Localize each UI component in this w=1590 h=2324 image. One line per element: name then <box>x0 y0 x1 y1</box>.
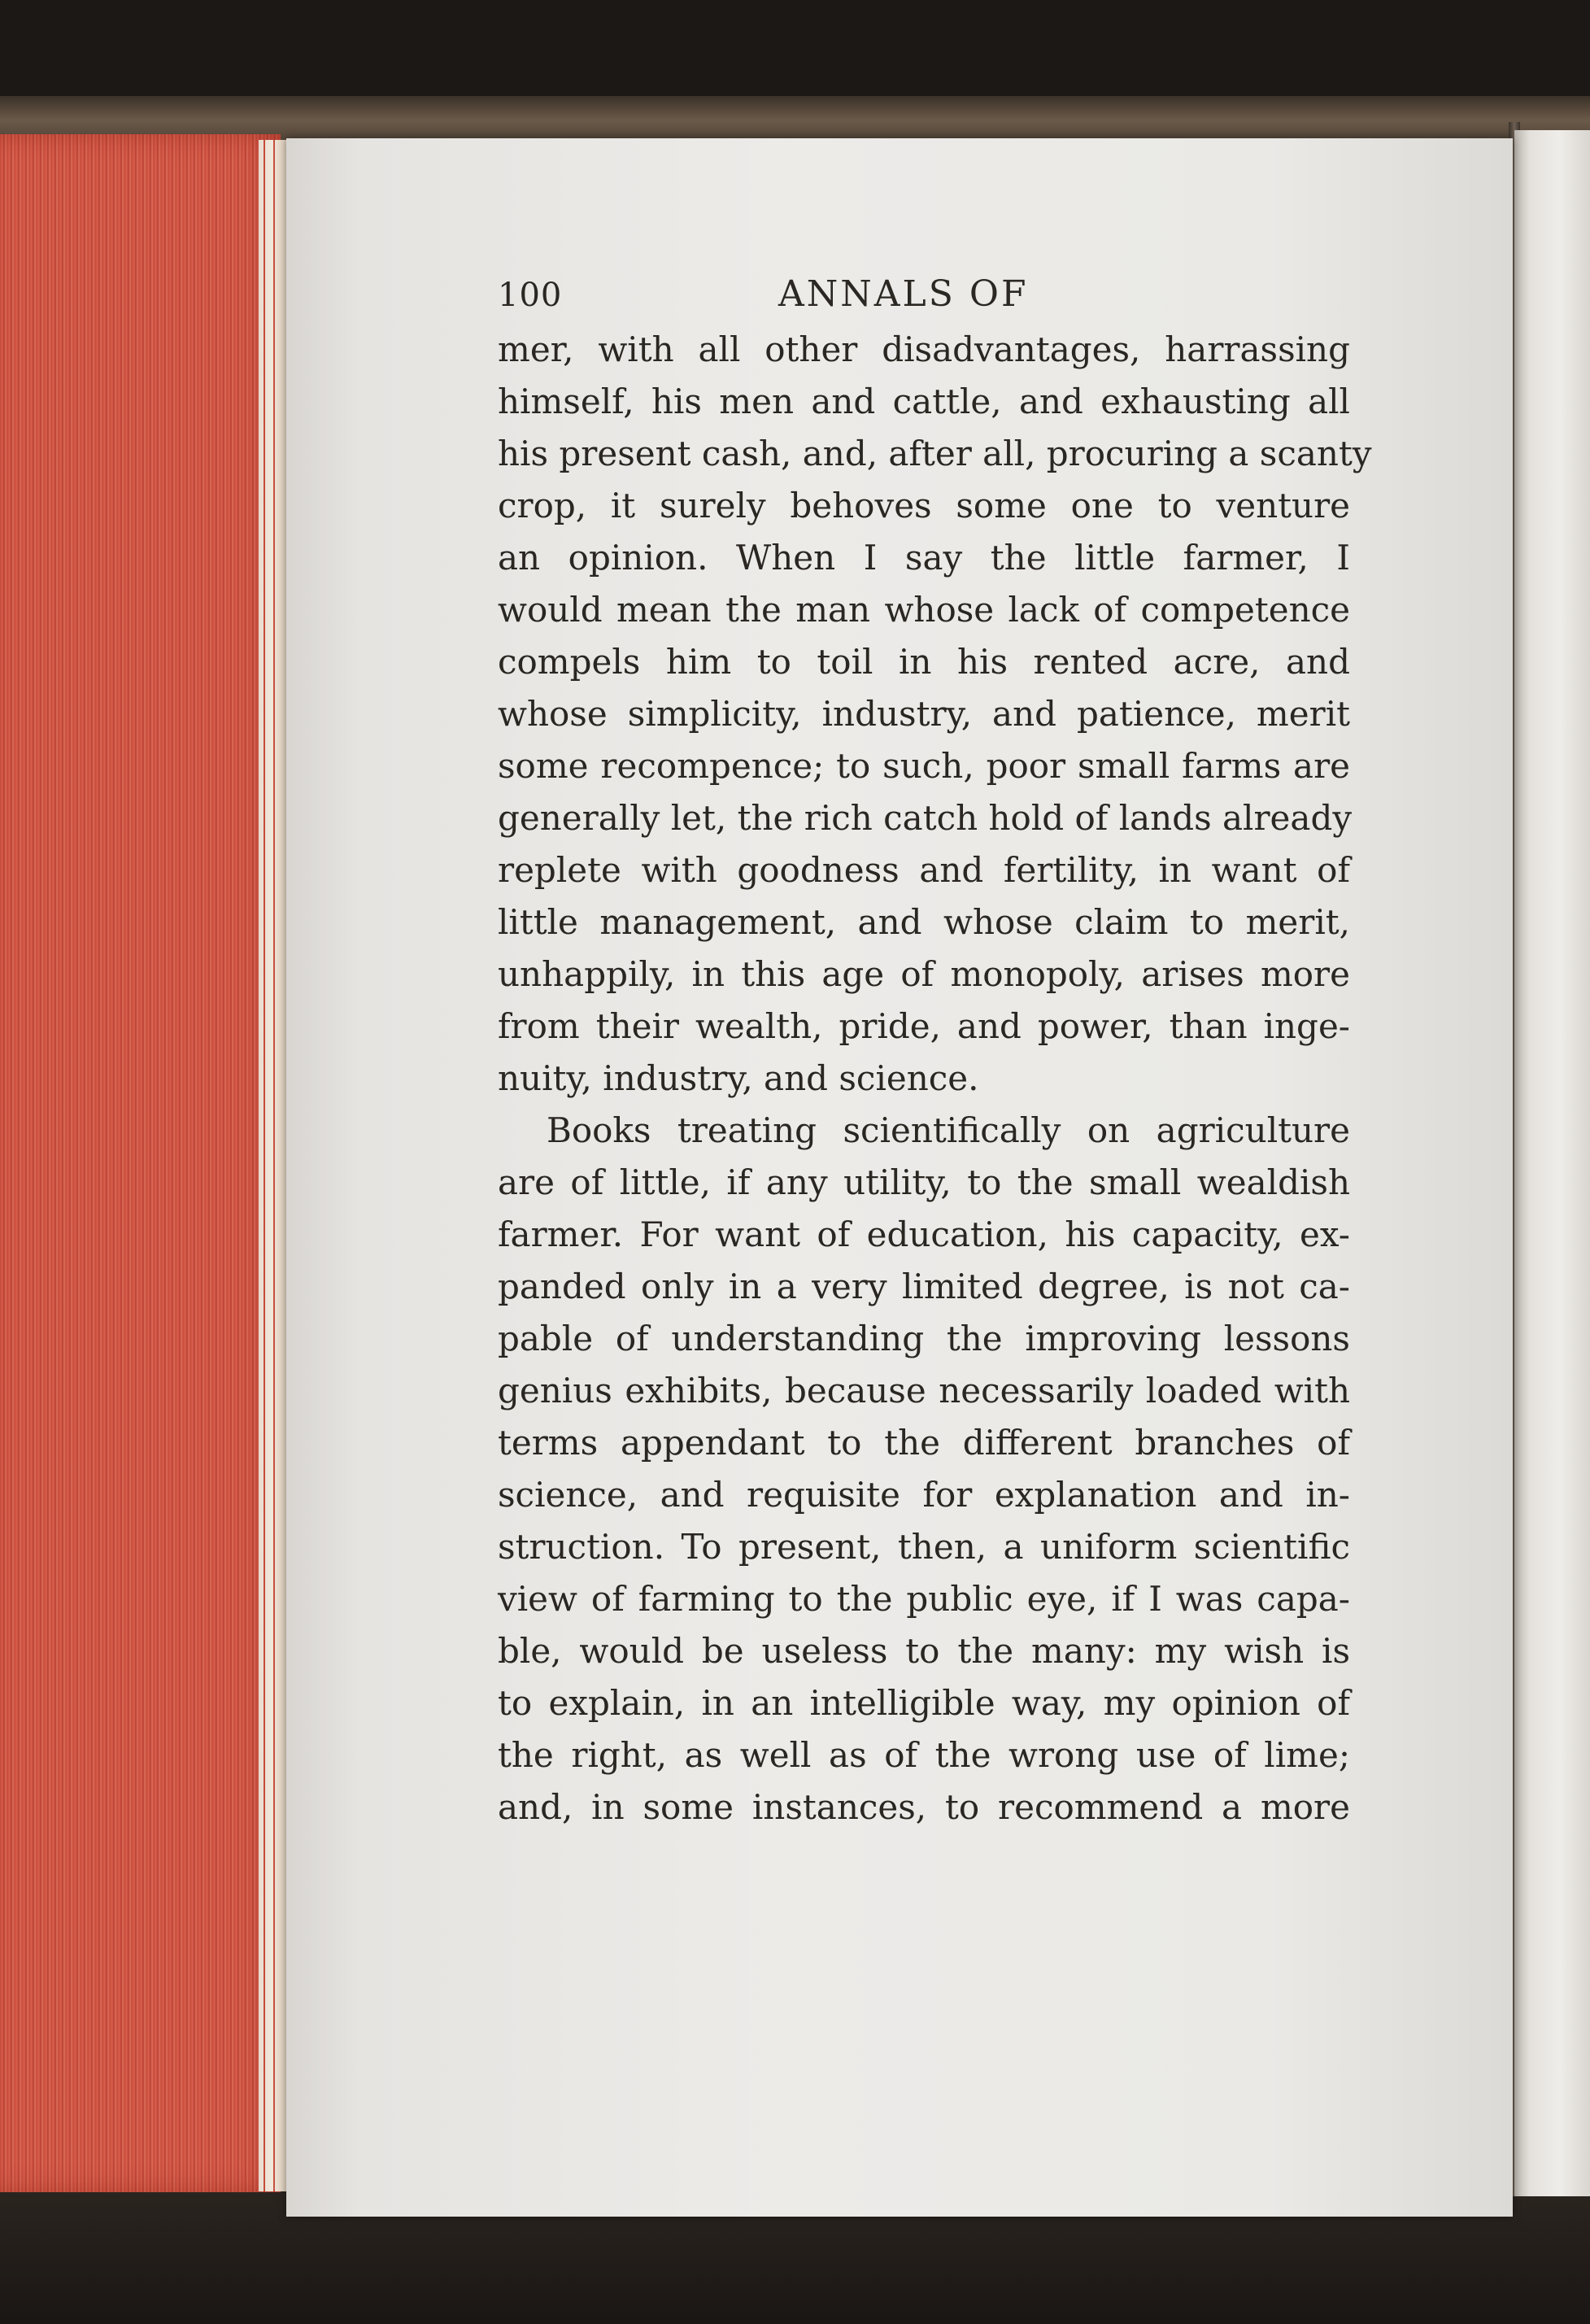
text-line: farmer. For want of education, his capacity, ex- <box>498 1214 1350 1254</box>
text-line: and, in some instances, to recommend a more <box>498 1787 1350 1827</box>
text-line: nuity, industry, and science. <box>498 1058 979 1098</box>
text-line: his present cash, and, after all, procuring a scanty <box>498 434 1372 473</box>
text-line: to explain, in an intelligible way, my opinion of <box>498 1683 1350 1723</box>
text-line: replete with goodness and fertility, in want of <box>498 850 1350 890</box>
page-number: 100 <box>498 277 563 314</box>
text-line: the right, as well as of the wrong use of lime; <box>498 1735 1350 1775</box>
text-line: crop, it surely behoves some one to venture <box>498 486 1350 525</box>
text-line: unhappily, in this age of monopoly, arises more <box>498 954 1350 994</box>
text-line: science, and requisite for explanation and in- <box>498 1475 1350 1515</box>
text-line: terms appendant to the different branches of <box>498 1423 1350 1463</box>
text-line: panded only in a very limited degree, is not ca- <box>498 1267 1350 1306</box>
text-line: from their wealth, pride, and power, than inge- <box>498 1006 1350 1046</box>
text-line: view of farming to the public eye, if I was capa- <box>498 1579 1350 1619</box>
text-line: pable of understanding the improving lessons <box>498 1319 1350 1358</box>
text-line: himself, his men and cattle, and exhausting all <box>498 382 1350 421</box>
text-line: Books treating scientifically on agriculture <box>547 1110 1350 1150</box>
text-line: mer, with all other disadvantages, harrassing <box>498 329 1350 369</box>
red-page-edges <box>0 134 281 2192</box>
text-line: would mean the man whose lack of competence <box>498 590 1350 630</box>
text-line: little management, and whose claim to merit, <box>498 902 1350 942</box>
running-head-title: ANNALS OF <box>778 273 1029 315</box>
facing-page-sliver <box>1514 130 1590 2204</box>
text-line: some recompence; to such, poor small farms are <box>498 746 1350 786</box>
text-line: ble, would be useless to the many: my wish is <box>498 1631 1350 1671</box>
page-text <box>498 260 1372 1833</box>
text-line: compels him to toil in his rented acre, and <box>498 642 1350 682</box>
text-line: struction. To present, then, a uniform scientific <box>498 1527 1350 1567</box>
text-line: whose simplicity, industry, and patience, merit <box>498 694 1350 734</box>
text-line: an opinion. When I say the little farmer, I <box>498 538 1350 578</box>
text-line: generally let, the rich catch hold of lands already <box>498 798 1353 838</box>
text-line: are of little, if any utility, to the small wealdish <box>498 1162 1350 1202</box>
text-line: genius exhibits, because necessarily loaded with <box>498 1371 1350 1411</box>
running-head <box>498 260 1350 324</box>
